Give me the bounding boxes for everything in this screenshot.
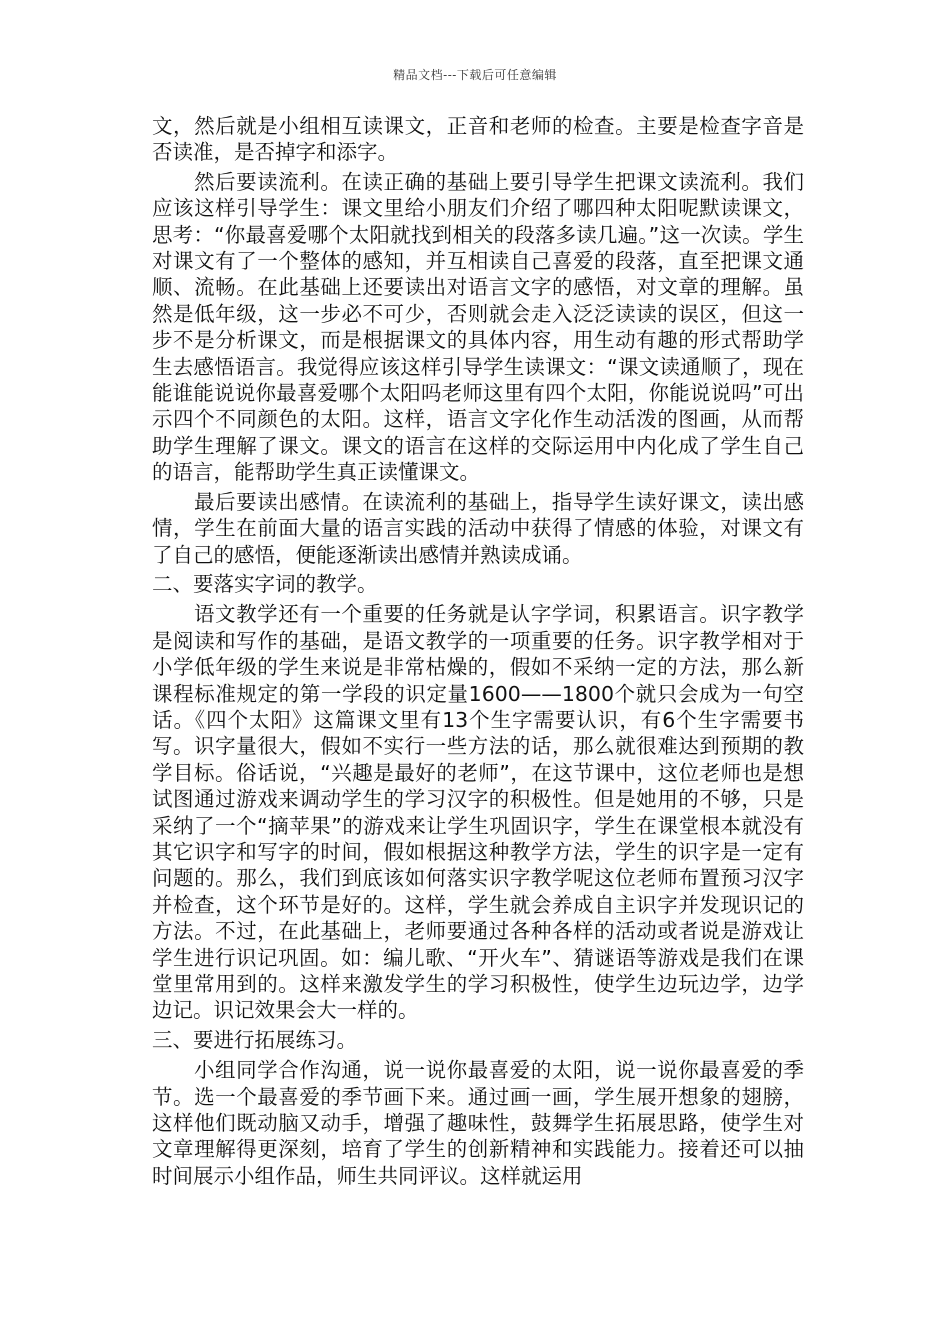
- section-heading-3: 三、要进行拓展练习。: [152, 1027, 357, 1052]
- paragraph-read-fluently: 然后要读流利。在读正确的基础上要引导学生把课文读流利。我们应该这样引导学生：课文里给小朋友们介绍了哪四种太阳呢默读课文，思考：“你最喜爱哪个太阳就找到相关的段落多读几遍。”这一次读。学生对课文有了一个整体的感知，并互相读自己喜爱的段落，直至把课文通顺、流畅。在此基础上还要读出对语言文字的感悟，对文章的理解。虽然是低年级，这一步必不可少，否则就会走入泛泛读读的误区，但这一步不是分析课文，而是根据课文的具体内容，用生动有趣的形式帮助学生去感悟语言。我觉得应该这样引导学生读课文：“课文读通顺了，现在能谁能说说你最喜爱哪个太阳吗老师这里有四个太阳，你能说说吗”可出示四个不同颜色的太阳。这样，语言文字化作生动活泼的图画，从而帮助学生理解了课文。课文的语言在这样的交际运用中内化成了学生自己的语言，能帮助学生真正读懂课文。: [152, 169, 804, 485]
- paragraph-character-teaching: 语文教学还有一个重要的任务就是认字学词，积累语言。识字教学是阅读和写作的基础，是语文教学的一项重要的任务。识字教学相对于小学低年级的学生来说是非常枯燥的，假如不采纳一定的方法，那么新课程标准规定的第一学段的识定量1600——1800个就只会成为一句空话。《四个太阳》这篇课文里有13个生字需要认识，有6个生字需要书写。识字量很大，假如不实行一些方法的话，那么就很难达到预期的教学目标。俗话说，“兴趣是最好的老师”，在这节课中，这位老师也是想试图通过游戏来调动学生的学习汉字的积极性。但是她用的不够，只是采纳了一个“摘苹果”的游戏来让学生巩固识字，学生在课堂根本就没有其它识字和写字的时间，假如根据这种教学方法，学生的识字是一定有问题的。那么，我们到底该如何落实识字教学呢这位老师布置预习汉字并检查，这个环节是好的。这样，学生就会养成自主识字并发现识记的方法。不过，在此基础上，老师要通过各种各样的活动或者说是游戏让学生进行识记巩固。如：编儿歌、“开火车”、猜谜语等游戏是我们在课堂里常用到的。这样来激发学生的学习积极性，使学生边玩边学，边学边记。识记效果会大一样的。: [152, 602, 804, 1023]
- document-body: [152, 113, 804, 1192]
- section-heading-2: 二、要落实字词的教学。: [152, 571, 378, 596]
- paragraph-read-with-emotion: 最后要读出感情。在读流利的基础上，指导学生读好课文，读出感情，学生在前面大量的语言实践的活动中获得了情感的体验，对课文有了自己的感悟，便能逐渐读出感情并熟读成诵。: [152, 489, 804, 567]
- paragraph-extension-practice: 小组同学合作沟通，说一说你最喜爱的太阳，说一说你最喜爱的季节。选一个最喜爱的季节画下来。通过画一画，学生展开想象的翅膀，这样他们既动脑又动手，增强了趣味性，鼓舞学生拓展思路，使学生对文章理解得更深刻，培育了学生的创新精神和实践能力。接着还可以抽时间展示小组作品，师生共同评议。这样就运用: [152, 1058, 804, 1188]
- paragraph-continuation: 文，然后就是小组相互读课文，正音和老师的检查。主要是检查字音是否读准，是否掉字和添字。: [152, 114, 804, 165]
- page-header: 精品文档---下载后可任意编辑: [393, 68, 557, 82]
